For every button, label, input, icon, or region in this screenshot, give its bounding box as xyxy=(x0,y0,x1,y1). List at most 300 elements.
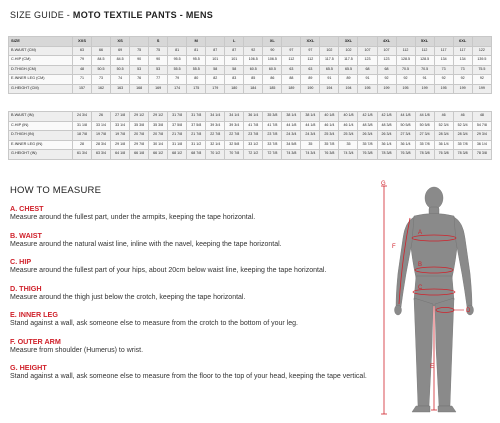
row-label: D.THIGH (CM) xyxy=(9,65,73,75)
page-title xyxy=(10,10,213,20)
table-cell: 157 xyxy=(73,84,92,94)
label-e: E xyxy=(430,364,435,370)
row-label: E.INNER LEG (CM) xyxy=(9,75,73,85)
left-arm xyxy=(396,217,414,307)
measure-item-hip xyxy=(10,257,370,275)
table-cell: 75.5 xyxy=(472,65,491,75)
table-cell: 80 xyxy=(187,75,206,85)
table-cell: 34 5/8 xyxy=(282,140,301,150)
table-cell: 26 3/4 xyxy=(358,131,377,141)
table-cell: 195 xyxy=(434,84,453,94)
table-cell: 53 xyxy=(149,65,168,75)
size-header-cell xyxy=(92,37,111,47)
table-cell: 76 xyxy=(130,75,149,85)
table-cell: 40 1/8 xyxy=(339,112,358,122)
table-cell: 71 xyxy=(73,75,92,85)
table-cell: 74 xyxy=(111,75,130,85)
table-cell: 66 xyxy=(92,46,111,56)
table-cell: 184 xyxy=(244,84,263,94)
table-cell: 163 xyxy=(111,84,130,94)
table-cell: 134 xyxy=(434,56,453,66)
table-cell: 102 xyxy=(339,46,358,56)
measure-title: F. OUTER ARM xyxy=(10,336,61,346)
table-cell: 37 5/8 xyxy=(187,121,206,131)
table-cell: 46 xyxy=(453,112,472,122)
label-d: D xyxy=(466,308,471,314)
table-cell: 95.5 xyxy=(168,56,187,66)
table-cell: 32 1/4 xyxy=(206,140,225,150)
measure-item-waist xyxy=(10,231,370,249)
table-cell: 48 xyxy=(472,112,491,122)
table-cell: 55.5 xyxy=(168,65,187,75)
table-cell: 52 3/4 xyxy=(434,121,453,131)
table-cell: 75 xyxy=(130,46,149,56)
table-row xyxy=(9,112,492,122)
size-header-cell xyxy=(320,37,339,47)
table-cell: 81 xyxy=(168,46,187,56)
table-cell: 50 5/8 xyxy=(415,121,434,131)
table-cell: 34 1/4 xyxy=(225,112,244,122)
label-c: C xyxy=(418,285,423,291)
table-cell: 63 3/4 xyxy=(92,150,111,160)
left-leg xyxy=(414,298,433,406)
table-cell: 112 xyxy=(282,56,301,66)
measure-title: E. INNER LEG xyxy=(10,310,58,319)
table-cell: 117 xyxy=(434,46,453,56)
table-cell: 85 xyxy=(244,75,263,85)
table-cell: 21 7/8 xyxy=(187,131,206,141)
table-cell: 81 xyxy=(187,46,206,56)
table-cell: 88 xyxy=(282,75,301,85)
size-header-cell: 4XL xyxy=(377,37,396,47)
table-cell: 23 7/8 xyxy=(263,131,282,141)
table-cell: 78 3/8 xyxy=(415,150,434,160)
table-cell: 76 3/8 xyxy=(358,150,377,160)
table-cell: 72 1/2 xyxy=(244,150,263,160)
table-cell: 60.5 xyxy=(263,65,282,75)
table-cell: 101 xyxy=(206,56,225,66)
table-cell: 29 7/8 xyxy=(130,140,149,150)
title-product: MOTO TEXTILE PANTS - MENS xyxy=(72,10,214,20)
table-cell: 76 3/8 xyxy=(396,150,415,160)
left-foot xyxy=(412,406,430,412)
table-cell: 89 xyxy=(339,75,358,85)
measure-item-chest xyxy=(10,204,370,222)
table-cell: 76 3/8 xyxy=(320,150,339,160)
table-cell: 78 3/8 xyxy=(472,150,491,160)
table-cell: 162 xyxy=(92,84,111,94)
row-label: G.HEIGHT (IN) xyxy=(9,150,73,160)
table-cell: 38 1/4 xyxy=(301,112,320,122)
table-cell: 21 7/8 xyxy=(168,131,187,141)
size-header-label: SIZE xyxy=(9,37,73,47)
table-cell: 74 3/4 xyxy=(339,150,358,160)
size-header-cell xyxy=(282,37,301,47)
table-cell: 50.5 xyxy=(111,65,130,75)
table-cell: 25 3/4 xyxy=(339,131,358,141)
table-cell: 27 1/8 xyxy=(111,112,130,122)
table-cell: 35 3/8 xyxy=(149,121,168,131)
table-cell: 175 xyxy=(187,84,206,94)
table-cell: 194 xyxy=(339,84,358,94)
table-cell: 92 xyxy=(434,75,453,85)
table-cell: 134 xyxy=(453,56,472,66)
table-cell: 92 xyxy=(472,75,491,85)
table-cell: 20 7/8 xyxy=(149,131,168,141)
table-cell: 72 7/8 xyxy=(263,150,282,160)
measure-title: C. HIP xyxy=(10,257,32,266)
table-row xyxy=(9,75,492,85)
table-cell: 53 xyxy=(130,65,149,75)
table-cell: 28 3/4 xyxy=(453,131,472,141)
table-cell: 79 xyxy=(168,75,187,85)
table-cell: 22 7/8 xyxy=(206,131,225,141)
table-cell: 101 xyxy=(225,56,244,66)
table-cell: 123 xyxy=(358,56,377,66)
measure-desc: Measure from shoulder (Humerus) to wrist. xyxy=(10,346,144,354)
table-cell: 122 xyxy=(472,46,491,56)
table-cell: 35 xyxy=(301,140,320,150)
table-row xyxy=(9,56,492,66)
size-header-cell xyxy=(358,37,377,47)
table-cell: 36 1/4 xyxy=(434,140,453,150)
table-cell: 78 3/8 xyxy=(453,150,472,160)
table-cell: 24 3/4 xyxy=(282,131,301,141)
table-cell: 66 1/2 xyxy=(149,150,168,160)
measure-item-height xyxy=(10,363,370,381)
table-row xyxy=(9,150,492,160)
row-label: C.HIP (IN) xyxy=(9,121,73,131)
table-cell: 31 1/2 xyxy=(187,140,206,150)
measure-desc: Stand against a wall, ask someone else to measure from the crotch to the bottom of your leg. xyxy=(10,320,298,327)
table-cell: 68 7/8 xyxy=(187,150,206,160)
table-cell: 42 1/8 xyxy=(358,112,377,122)
table-cell: 194 xyxy=(320,84,339,94)
table-cell: 82 xyxy=(206,75,225,85)
table-cell: 32 5/8 xyxy=(225,140,244,150)
table-cell: 65.5 xyxy=(339,65,358,75)
table-cell: 46 1/4 xyxy=(320,121,339,131)
measure-title: A. CHEST xyxy=(10,204,44,213)
table-cell: 24 3/4 xyxy=(73,112,92,122)
body-measurement-figure xyxy=(372,178,494,423)
table-cell: 73 xyxy=(92,75,111,85)
row-label: E.INNER LEG (IN) xyxy=(9,140,73,150)
table-cell: 195 xyxy=(358,84,377,94)
table-cell: 36 1/4 xyxy=(244,112,263,122)
table-cell: 179 xyxy=(206,84,225,94)
table-cell: 123 xyxy=(377,56,396,66)
table-cell: 117.5 xyxy=(339,56,358,66)
size-header-cell xyxy=(206,37,225,47)
table-cell: 190 xyxy=(301,84,320,94)
table-cell: 55.5 xyxy=(187,65,206,75)
table-cell: 112 xyxy=(415,46,434,56)
table-cell: 174 xyxy=(168,84,187,94)
table-cell: 180 xyxy=(225,84,244,94)
table-cell: 41 7/8 xyxy=(244,121,263,131)
table-row xyxy=(9,121,492,131)
table-cell: 77 xyxy=(149,75,168,85)
table-cell: 70 1/2 xyxy=(206,150,225,160)
table-cell: 87 xyxy=(206,46,225,56)
table-cell: 27 3/4 xyxy=(396,131,415,141)
table-cell: 107 xyxy=(358,46,377,56)
table-cell: 41 7/8 xyxy=(263,121,282,131)
table-cell: 91 xyxy=(415,75,434,85)
table-cell: 106.5 xyxy=(244,56,263,66)
table-cell: 40 1/8 xyxy=(320,112,339,122)
table-cell: 44 1/8 xyxy=(282,121,301,131)
table-cell: 185 xyxy=(263,84,282,94)
table-cell: 18 7/8 xyxy=(73,131,92,141)
table-cell: 79 xyxy=(73,56,92,66)
table-cell: 28 3/4 xyxy=(92,140,111,150)
table-cell: 54 7/8 xyxy=(472,121,491,131)
table-cell: 22 7/8 xyxy=(225,131,244,141)
size-header-cell: XXL xyxy=(301,37,320,47)
label-f: F xyxy=(392,244,396,250)
table-cell: 29 1/2 xyxy=(130,112,149,122)
table-cell: 42 1/8 xyxy=(377,112,396,122)
left-hand xyxy=(395,305,402,315)
size-table-cm xyxy=(8,36,492,94)
table-cell: 74 3/4 xyxy=(301,150,320,160)
table-cell: 75 xyxy=(149,46,168,56)
size-header-cell xyxy=(472,37,491,47)
table-cell: 97 xyxy=(282,46,301,56)
measure-item-thigh xyxy=(10,284,370,302)
table-cell: 169 xyxy=(149,84,168,94)
table-cell: 35 3/8 xyxy=(130,121,149,131)
table-cell: 65.5 xyxy=(320,65,339,75)
table-row xyxy=(9,65,492,75)
size-header-cell: XS xyxy=(111,37,130,47)
head xyxy=(425,187,443,209)
how-to-measure-heading: HOW TO MEASURE xyxy=(10,185,102,196)
table-cell: 63 xyxy=(301,65,320,75)
table-cell: 199 xyxy=(472,84,491,94)
table-cell: 91 xyxy=(320,75,339,85)
table-cell: 84.5 xyxy=(92,56,111,66)
label-g: G xyxy=(381,181,386,187)
size-header-cell: 6XL xyxy=(453,37,472,47)
table-cell: 29 1/2 xyxy=(149,112,168,122)
measure-desc: Stand against a wall, ask someone else to measure from the floor to the top of your head, keeping the tape vertical. xyxy=(10,373,367,380)
table-cell: 20 7/8 xyxy=(130,131,149,141)
table-cell: 48 xyxy=(73,65,92,75)
table-cell: 28 xyxy=(73,140,92,150)
title-prefix: SIZE GUIDE - xyxy=(10,10,73,20)
table-cell: 39 3/4 xyxy=(225,121,244,131)
table-cell: 189 xyxy=(282,84,301,94)
table-cell: 102 xyxy=(320,46,339,56)
table-cell: 63 xyxy=(73,46,92,56)
table-cell: 44 1/8 xyxy=(301,121,320,131)
table-cell: 23 7/8 xyxy=(244,131,263,141)
table-cell: 87 xyxy=(225,46,244,56)
table-cell: 97 xyxy=(301,46,320,56)
table-cell: 31 7/8 xyxy=(168,112,187,122)
table-cell: 74 3/8 xyxy=(282,150,301,160)
table-cell: 107 xyxy=(377,46,396,56)
table-cell: 36 1/4 xyxy=(472,140,491,150)
table-cell: 48 3/8 xyxy=(377,121,396,131)
table-cell: 38 1/4 xyxy=(282,112,301,122)
table-cell: 26 3/4 xyxy=(377,131,396,141)
table-cell: 58 xyxy=(206,65,225,75)
table-cell: 52 3/4 xyxy=(453,121,472,131)
table-cell: 199 xyxy=(453,84,472,94)
table-cell: 31 1/8 xyxy=(73,121,92,131)
table-cell: 86 xyxy=(263,75,282,85)
table-cell: 35 7/8 xyxy=(320,140,339,150)
table-cell: 92 xyxy=(377,75,396,85)
table-cell: 35 7/8 xyxy=(453,140,472,150)
label-b: B xyxy=(418,262,423,268)
row-label: D.THIGH (IN) xyxy=(9,131,73,141)
size-header-cell: M xyxy=(187,37,206,47)
table-cell: 92 xyxy=(396,75,415,85)
right-leg xyxy=(435,298,454,406)
size-header-cell: XXS xyxy=(73,37,92,47)
measure-desc: Measure around the fullest part, under the armpits, keeping the tape horizontal. xyxy=(10,214,256,221)
table-row xyxy=(9,84,492,94)
table-cell: 61 3/4 xyxy=(73,150,92,160)
size-header-cell: S xyxy=(149,37,168,47)
size-header-cell: L xyxy=(225,37,244,47)
size-header-cell xyxy=(396,37,415,47)
table-cell: 63 xyxy=(282,65,301,75)
size-header-cell: 3XL xyxy=(339,37,358,47)
table-cell: 112 xyxy=(301,56,320,66)
table-cell: 36 1/4 xyxy=(377,140,396,150)
table-cell: 84.5 xyxy=(111,56,130,66)
table-cell: 68 xyxy=(377,65,396,75)
table-cell: 44 1/8 xyxy=(415,112,434,122)
table-cell: 195 xyxy=(396,84,415,94)
right-arm xyxy=(454,217,472,307)
measure-item-outer-arm xyxy=(10,337,370,355)
table-cell: 37 5/8 xyxy=(168,121,187,131)
table-cell: 70.5 xyxy=(396,65,415,75)
table-cell: 91 xyxy=(358,75,377,85)
measure-title: D. THIGH xyxy=(10,283,42,293)
table-cell: 50 5/8 xyxy=(396,121,415,131)
table-cell: 44 1/8 xyxy=(396,112,415,122)
table-cell: 50.5 xyxy=(92,65,111,75)
table-cell: 78 3/8 xyxy=(377,150,396,160)
table-cell: 89 xyxy=(301,75,320,85)
table-cell: 60.5 xyxy=(244,65,263,75)
table-cell: 35 3/8 xyxy=(263,112,282,122)
right-foot xyxy=(438,406,456,412)
table-cell: 139.5 xyxy=(472,56,491,66)
table-cell: 68 1/2 xyxy=(168,150,187,160)
measure-desc: Measure around the thigh just below the crotch, keeping the tape horizontal. xyxy=(10,293,246,301)
table-cell: 46 xyxy=(434,112,453,122)
size-header-cell: XL xyxy=(263,37,282,47)
size-header-row xyxy=(9,37,492,47)
table-cell: 64 1/8 xyxy=(111,150,130,160)
measure-title: B. WAIST xyxy=(10,230,42,240)
measure-desc: Measure around the natural waist line, inline with the navel, keeping the tape horizontal. xyxy=(10,240,282,248)
table-cell: 36 1/4 xyxy=(396,140,415,150)
table-cell: 29 1/8 xyxy=(111,140,130,150)
table-cell: 70.5 xyxy=(415,65,434,75)
table-cell: 90 xyxy=(263,46,282,56)
table-cell: 19 7/8 xyxy=(111,131,130,141)
table-cell: 33 1/4 xyxy=(111,121,130,131)
table-cell: 19 7/8 xyxy=(92,131,111,141)
row-label: G.HEIGHT (CM) xyxy=(9,84,73,94)
size-header-cell xyxy=(130,37,149,47)
label-a: A xyxy=(418,230,423,236)
table-cell: 117.5 xyxy=(320,56,339,66)
size-table-in xyxy=(8,111,492,160)
row-label: C.HIP (CM) xyxy=(9,56,73,66)
table-row xyxy=(9,131,492,141)
table-cell: 112 xyxy=(396,46,415,56)
table-cell: 73 xyxy=(453,65,472,75)
table-cell: 48 3/8 xyxy=(358,121,377,131)
table-cell: 66 1/8 xyxy=(130,150,149,160)
table-cell: 35 7/8 xyxy=(358,140,377,150)
table-row xyxy=(9,140,492,150)
table-cell: 68 xyxy=(358,65,377,75)
table-cell: 31 7/8 xyxy=(187,112,206,122)
table-cell: 76 3/8 xyxy=(434,150,453,160)
table-cell: 25 3/4 xyxy=(320,131,339,141)
table-cell: 199 xyxy=(377,84,396,94)
table-cell: 90 xyxy=(130,56,149,66)
row-label: B.WAIST (IN) xyxy=(9,112,73,122)
size-header-cell: 5XL xyxy=(415,37,434,47)
table-cell: 128.5 xyxy=(415,56,434,66)
table-cell: 31 1/8 xyxy=(168,140,187,150)
size-header-cell xyxy=(434,37,453,47)
table-cell: 83 xyxy=(225,75,244,85)
table-cell: 24 3/4 xyxy=(301,131,320,141)
table-cell: 92 xyxy=(244,46,263,56)
table-cell: 168 xyxy=(130,84,149,94)
table-cell: 29 3/4 xyxy=(472,131,491,141)
table-cell: 128.5 xyxy=(396,56,415,66)
table-cell: 46 1/4 xyxy=(339,121,358,131)
table-cell: 70 7/8 xyxy=(225,150,244,160)
size-header-cell xyxy=(244,37,263,47)
measure-title: G. HEIGHT xyxy=(10,363,47,372)
table-cell: 117 xyxy=(453,46,472,56)
table-cell: 33 1/4 xyxy=(92,121,111,131)
table-cell: 27 3/4 xyxy=(415,131,434,141)
measure-item-inner-leg xyxy=(10,310,370,328)
table-cell: 34 1/4 xyxy=(206,112,225,122)
size-header-cell xyxy=(168,37,187,47)
table-cell: 33 1/2 xyxy=(244,140,263,150)
table-cell: 90 xyxy=(149,56,168,66)
table-cell: 92 xyxy=(453,75,472,85)
mannequin-illustration xyxy=(372,178,494,423)
table-cell: 58 xyxy=(225,65,244,75)
table-cell: 106.5 xyxy=(263,56,282,66)
table-cell: 199 xyxy=(415,84,434,94)
table-row xyxy=(9,46,492,56)
table-cell: 30 1/4 xyxy=(149,140,168,150)
table-cell: 69 xyxy=(111,46,130,56)
table-cell: 33 7/8 xyxy=(263,140,282,150)
table-cell: 35 7/8 xyxy=(415,140,434,150)
